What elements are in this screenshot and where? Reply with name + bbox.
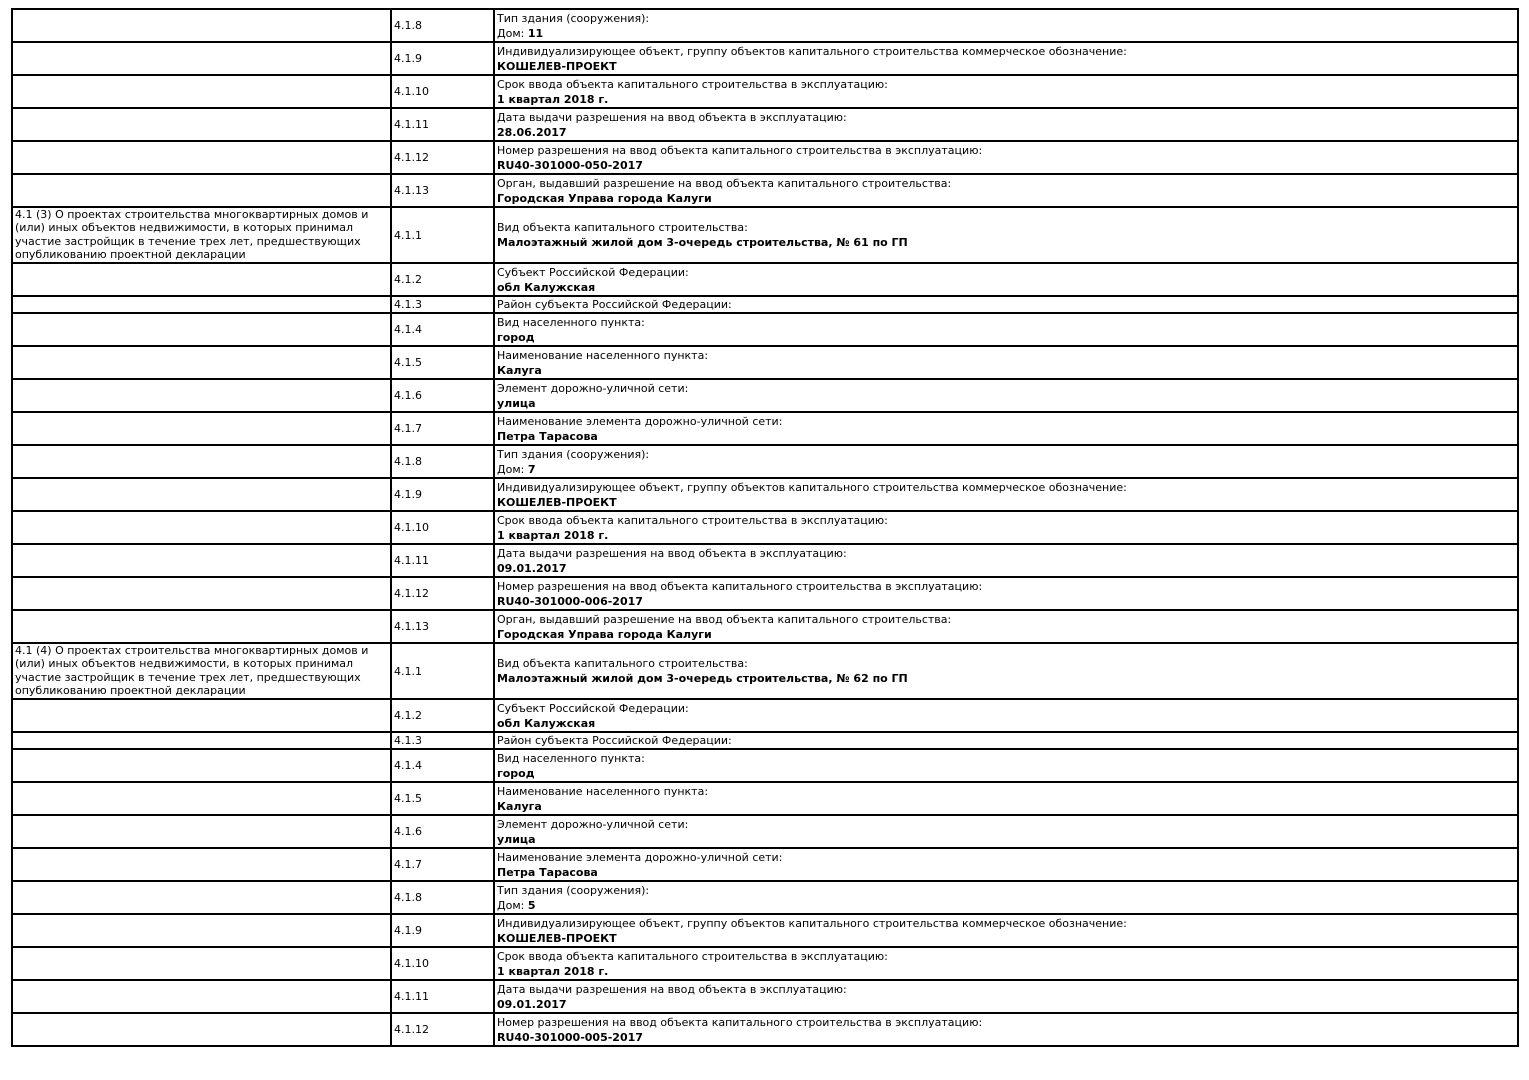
section-description <box>12 947 391 980</box>
field-label: Индивидуализирующее объект, группу объектов капитального строительства коммерческое обозначение: <box>497 44 1127 58</box>
item-cell <box>494 643 1518 699</box>
field-value <box>497 396 1515 411</box>
item-cell <box>494 174 1518 207</box>
field-label: Наименование населенного пункта: <box>497 348 709 362</box>
section-description: 4.1 (4) О проектах строительства многоквартирных домов и (или) иных объектов недвижимости, в которых принимал участие застройщик в течение трех лет, предшествующих опубликованию проектной декларации <box>12 643 391 699</box>
item-cell <box>494 296 1518 313</box>
field-label: Срок ввода объекта капитального строительства в эксплуатацию: <box>497 513 888 527</box>
item-cell <box>494 207 1518 263</box>
item-cell <box>494 379 1518 412</box>
section-description <box>12 544 391 577</box>
item-number: 4.1.9 <box>391 478 494 511</box>
field-value-text: КОШЕЛЕВ-ПРОЕКТ <box>497 495 617 509</box>
section-description: 4.1 (3) О проектах строительства многоквартирных домов и (или) иных объектов недвижимости, в которых принимал участие застройщик в течение трех лет, предшествующих опубликованию проектной декларации <box>12 207 391 263</box>
table-row <box>12 699 1518 732</box>
item-number: 4.1.3 <box>391 732 494 749</box>
field-value <box>497 931 1515 946</box>
field-value-text: 28.06.2017 <box>497 125 567 139</box>
item-number: 4.1.11 <box>391 108 494 141</box>
section-description <box>12 577 391 610</box>
item-cell <box>494 75 1518 108</box>
table-row <box>12 947 1518 980</box>
item-number: 4.1.8 <box>391 881 494 914</box>
table-row <box>12 296 1518 313</box>
section-description <box>12 412 391 445</box>
table-row <box>12 782 1518 815</box>
table-row <box>12 108 1518 141</box>
table-row <box>12 207 1518 263</box>
table-row <box>12 980 1518 1013</box>
field-value-text: 09.01.2017 <box>497 997 567 1011</box>
field-value <box>497 964 1515 979</box>
table-row <box>12 478 1518 511</box>
table-row <box>12 815 1518 848</box>
item-number: 4.1.7 <box>391 848 494 881</box>
field-label: Индивидуализирующее объект, группу объектов капитального строительства коммерческое обозначение: <box>497 916 1127 930</box>
table-row <box>12 263 1518 296</box>
field-value <box>497 495 1515 510</box>
item-number: 4.1.11 <box>391 980 494 1013</box>
item-number: 4.1.2 <box>391 699 494 732</box>
field-value-text: город <box>497 330 535 344</box>
field-label: Наименование элемента дорожно-уличной сети: <box>497 414 783 428</box>
field-value <box>497 716 1515 731</box>
item-cell <box>494 881 1518 914</box>
item-number: 4.1.5 <box>391 346 494 379</box>
field-value <box>497 125 1515 140</box>
section-description <box>12 478 391 511</box>
field-label: Субъект Российской Федерации: <box>497 701 689 715</box>
field-value <box>497 832 1515 847</box>
item-number: 4.1.4 <box>391 313 494 346</box>
field-label: Индивидуализирующее объект, группу объектов капитального строительства коммерческое обозначение: <box>497 480 1127 494</box>
field-label: Вид населенного пункта: <box>497 315 645 329</box>
field-label: Орган, выдавший разрешение на ввод объекта капитального строительства: <box>497 612 952 626</box>
field-value-text: 1 квартал 2018 г. <box>497 528 609 542</box>
field-value <box>497 997 1515 1012</box>
field-label: Наименование элемента дорожно-уличной сети: <box>497 850 783 864</box>
table-row <box>12 445 1518 478</box>
section-description <box>12 75 391 108</box>
field-label: Орган, выдавший разрешение на ввод объекта капитального строительства: <box>497 176 952 190</box>
field-label: Тип здания (сооружения): <box>497 447 650 461</box>
table-row <box>12 42 1518 75</box>
section-description <box>12 379 391 412</box>
field-value-text: Малоэтажный жилой дом 3-очередь строительства, № 62 по ГП <box>497 672 908 685</box>
field-label: Субъект Российской Федерации: <box>497 265 689 279</box>
field-value-text: 5 <box>527 898 536 912</box>
table-row <box>12 749 1518 782</box>
field-label: Наименование населенного пункта: <box>497 784 709 798</box>
item-cell <box>494 346 1518 379</box>
table-row <box>12 732 1518 749</box>
item-number: 4.1.12 <box>391 141 494 174</box>
section-description <box>12 141 391 174</box>
item-number: 4.1.12 <box>391 1013 494 1046</box>
field-value-text: улица <box>497 832 536 846</box>
field-value-prefix: Дом: <box>497 462 528 476</box>
item-cell <box>494 263 1518 296</box>
field-label: Номер разрешения на ввод объекта капитального строительства в эксплуатацию: <box>497 1015 983 1029</box>
field-value-text: 11 <box>527 26 544 40</box>
field-value <box>497 671 1515 686</box>
section-description <box>12 511 391 544</box>
field-value-text: Городская Управа города Калуги <box>497 191 712 205</box>
item-number: 4.1.1 <box>391 207 494 263</box>
item-cell <box>494 544 1518 577</box>
section-description <box>12 445 391 478</box>
item-cell <box>494 610 1518 643</box>
item-cell <box>494 577 1518 610</box>
table-row <box>12 9 1518 42</box>
field-value-text: обл Калужская <box>497 716 596 730</box>
item-cell <box>494 108 1518 141</box>
table-row <box>12 313 1518 346</box>
field-value-text: Калуга <box>497 799 542 813</box>
table-row <box>12 412 1518 445</box>
section-description <box>12 42 391 75</box>
section-description <box>12 848 391 881</box>
table-row <box>12 174 1518 207</box>
field-value-prefix: Дом: <box>497 898 528 912</box>
field-value-text: КОШЕЛЕВ-ПРОЕКТ <box>497 59 617 73</box>
table-row <box>12 914 1518 947</box>
field-label: Номер разрешения на ввод объекта капитального строительства в эксплуатацию: <box>497 143 983 157</box>
item-number: 4.1.13 <box>391 610 494 643</box>
item-cell <box>494 141 1518 174</box>
field-value-text: КОШЕЛЕВ-ПРОЕКТ <box>497 931 617 945</box>
field-value-text: улица <box>497 396 536 410</box>
field-value-prefix: Дом: <box>497 26 528 40</box>
item-cell <box>494 445 1518 478</box>
item-cell <box>494 749 1518 782</box>
item-cell <box>494 980 1518 1013</box>
field-value <box>497 330 1515 345</box>
section-description <box>12 174 391 207</box>
field-value <box>497 158 1515 173</box>
item-number: 4.1.6 <box>391 379 494 412</box>
section-description <box>12 313 391 346</box>
section-description <box>12 980 391 1013</box>
field-value-text: RU40-301000-050-2017 <box>497 158 643 172</box>
field-label: Элемент дорожно-уличной сети: <box>497 381 689 395</box>
item-number: 4.1.2 <box>391 263 494 296</box>
item-number: 4.1.10 <box>391 511 494 544</box>
field-value <box>497 627 1515 642</box>
field-label: Срок ввода объекта капитального строительства в эксплуатацию: <box>497 77 888 91</box>
item-number: 4.1.3 <box>391 296 494 313</box>
field-label: Дата выдачи разрешения на ввод объекта в эксплуатацию: <box>497 982 847 996</box>
table-row <box>12 1013 1518 1046</box>
item-number: 4.1.7 <box>391 412 494 445</box>
section-description <box>12 749 391 782</box>
field-value <box>497 898 1515 913</box>
table-row <box>12 379 1518 412</box>
field-value <box>497 363 1515 378</box>
item-number: 4.1.9 <box>391 914 494 947</box>
field-value <box>497 59 1515 74</box>
field-label: Вид объекта капитального строительства: <box>497 657 748 670</box>
field-value <box>497 865 1515 880</box>
field-value <box>497 235 1515 250</box>
item-number: 4.1.4 <box>391 749 494 782</box>
item-number: 4.1.5 <box>391 782 494 815</box>
section-description <box>12 881 391 914</box>
table-row <box>12 643 1518 699</box>
declaration-table <box>11 8 1519 1047</box>
field-label: Дата выдачи разрешения на ввод объекта в эксплуатацию: <box>497 546 847 560</box>
section-description <box>12 914 391 947</box>
item-cell <box>494 313 1518 346</box>
field-label: Тип здания (сооружения): <box>497 883 650 897</box>
table-row <box>12 346 1518 379</box>
field-value-text: город <box>497 766 535 780</box>
item-cell <box>494 914 1518 947</box>
item-cell <box>494 732 1518 749</box>
field-label: Район субъекта Российской Федерации: <box>497 298 732 311</box>
section-description <box>12 815 391 848</box>
item-cell <box>494 782 1518 815</box>
field-value-text: 1 квартал 2018 г. <box>497 92 609 106</box>
item-number: 4.1.9 <box>391 42 494 75</box>
field-value <box>497 92 1515 107</box>
table-row <box>12 75 1518 108</box>
field-value <box>497 766 1515 781</box>
item-number: 4.1.1 <box>391 643 494 699</box>
field-value-text: Петра Тарасова <box>497 865 598 879</box>
field-value <box>497 280 1515 295</box>
field-value-text: 09.01.2017 <box>497 561 567 575</box>
field-value <box>497 191 1515 206</box>
table-row <box>12 141 1518 174</box>
section-description <box>12 699 391 732</box>
section-description <box>12 782 391 815</box>
field-value-text: 7 <box>527 462 536 476</box>
table-row <box>12 577 1518 610</box>
field-value <box>497 528 1515 543</box>
field-value <box>497 561 1515 576</box>
section-description <box>12 263 391 296</box>
item-number: 4.1.11 <box>391 544 494 577</box>
item-number: 4.1.6 <box>391 815 494 848</box>
field-value <box>497 799 1515 814</box>
field-value <box>497 429 1515 444</box>
item-cell <box>494 815 1518 848</box>
field-value <box>497 462 1515 477</box>
item-cell <box>494 412 1518 445</box>
table-row <box>12 881 1518 914</box>
section-description <box>12 296 391 313</box>
item-number: 4.1.8 <box>391 445 494 478</box>
section-description <box>12 732 391 749</box>
field-value <box>497 1030 1515 1045</box>
item-number: 4.1.10 <box>391 75 494 108</box>
field-value-text: Городская Управа города Калуги <box>497 627 712 641</box>
item-number: 4.1.10 <box>391 947 494 980</box>
section-description <box>12 108 391 141</box>
item-number: 4.1.13 <box>391 174 494 207</box>
field-label: Тип здания (сооружения): <box>497 11 650 25</box>
field-value-text: обл Калужская <box>497 280 596 294</box>
field-value <box>497 594 1515 609</box>
item-cell <box>494 947 1518 980</box>
field-label: Номер разрешения на ввод объекта капитального строительства в эксплуатацию: <box>497 579 983 593</box>
field-label: Вид объекта капитального строительства: <box>497 221 748 234</box>
field-label: Дата выдачи разрешения на ввод объекта в эксплуатацию: <box>497 110 847 124</box>
item-cell <box>494 478 1518 511</box>
section-description <box>12 346 391 379</box>
field-value-text: RU40-301000-006-2017 <box>497 594 643 608</box>
field-value-text: 1 квартал 2018 г. <box>497 964 609 978</box>
item-cell <box>494 511 1518 544</box>
field-value-text: Калуга <box>497 363 542 377</box>
item-cell <box>494 1013 1518 1046</box>
field-label: Вид населенного пункта: <box>497 751 645 765</box>
table-row <box>12 544 1518 577</box>
field-value <box>497 26 1515 41</box>
field-label: Район субъекта Российской Федерации: <box>497 734 732 747</box>
field-value-text: RU40-301000-005-2017 <box>497 1030 643 1044</box>
item-number: 4.1.8 <box>391 9 494 42</box>
section-description <box>12 1013 391 1046</box>
table-row <box>12 848 1518 881</box>
field-value-text: Петра Тарасова <box>497 429 598 443</box>
section-description <box>12 9 391 42</box>
field-value-text: Малоэтажный жилой дом 3-очередь строительства, № 61 по ГП <box>497 236 908 249</box>
item-cell <box>494 699 1518 732</box>
field-label: Срок ввода объекта капитального строительства в эксплуатацию: <box>497 949 888 963</box>
field-label: Элемент дорожно-уличной сети: <box>497 817 689 831</box>
table-row <box>12 610 1518 643</box>
item-number: 4.1.12 <box>391 577 494 610</box>
item-cell <box>494 42 1518 75</box>
section-description <box>12 610 391 643</box>
table-row <box>12 511 1518 544</box>
item-cell <box>494 9 1518 42</box>
item-cell <box>494 848 1518 881</box>
